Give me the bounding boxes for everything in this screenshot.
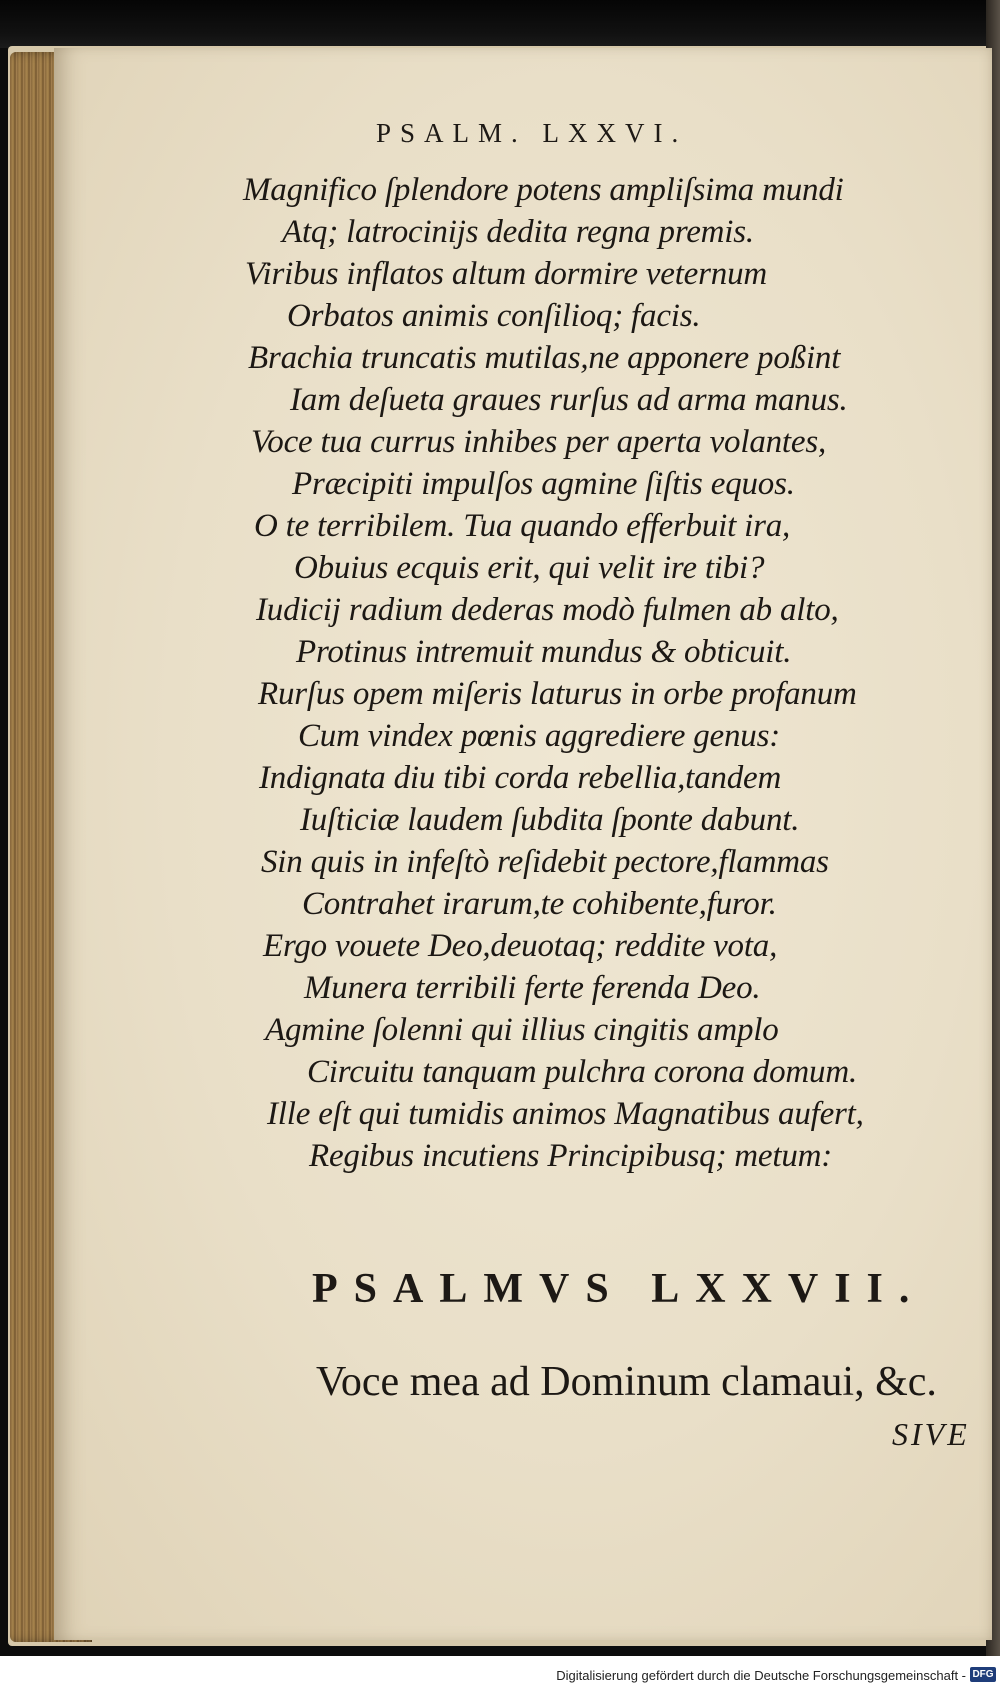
book-top-edge	[0, 0, 1000, 48]
verse-line: Orbatos animis conſilioq; facis.	[287, 298, 701, 334]
footer-credit: Digitalisierung gefördert durch die Deutsche Forschungsgemeinschaft -	[556, 1668, 966, 1683]
verse-line: Obuius ecquis erit, qui velit ire tibi?	[294, 550, 765, 586]
dfg-logo-icon: DFG	[970, 1667, 996, 1682]
verse-line: Cum vindex pœnis aggrediere genus:	[298, 718, 780, 754]
verse-line: Protinus intremuit mundus & obticuit.	[296, 634, 792, 670]
verse-line: Contrahet irarum,te cohibente,furor.	[302, 886, 777, 922]
catchword: SIVE	[892, 1416, 970, 1452]
verse-line: Iudicij radium dederas modò fulmen ab alto,	[256, 592, 839, 628]
psalm-incipit: Voce mea ad Dominum clamaui, &c.	[316, 1359, 937, 1405]
verse-line: Indignata diu tibi corda rebellia,tandem	[259, 760, 782, 796]
psalm-heading: PSALMVS LXXVII.	[312, 1266, 926, 1312]
verse-line: Rurſus opem miſeris laturus in orbe profanum	[258, 676, 857, 712]
verse-line: Ille eſt qui tumidis animos Magnatibus aufert,	[267, 1096, 864, 1132]
verse-line: Præcipiti impulſos agmine ſiſtis equos.	[292, 466, 795, 502]
verse-line: Voce tua currus inhibes per aperta volantes,	[251, 424, 827, 460]
verse-line: Munera terribili ferte ferenda Deo.	[304, 970, 761, 1006]
verse-line: Sin quis in infeſtò reſidebit pectore,flammas	[261, 844, 829, 880]
verse-line: Iuſticiæ laudem ſubdita ſponte dabunt.	[300, 802, 800, 838]
running-head: PSALM. LXXVI.	[376, 118, 688, 148]
verse-line: Regibus incutiens Principibusq; metum:	[309, 1138, 833, 1174]
verse-line: Iam deſueta graues rurſus ad arma manus.	[290, 382, 848, 418]
show-through-texture	[854, 118, 1000, 1118]
verse-line: Ergo vouete Deo,deuotaq; reddite vota,	[263, 928, 778, 964]
verse-line: Magnifico ſplendore potens ampliſsima mundi	[243, 172, 844, 208]
verse-line: Brachia truncatis mutilas,ne apponere poßint	[248, 340, 841, 376]
verse-line: O te terribilem. Tua quando efferbuit ira,	[254, 508, 791, 544]
verse-line: Circuitu tanquam pulchra corona domum.	[307, 1054, 858, 1090]
verse-line: Agmine ſolenni qui illius cingitis amplo	[265, 1012, 779, 1048]
verse-line: Atq; latrocinijs dedita regna premis.	[282, 214, 754, 250]
verse-line: Viribus inflatos altum dormire veternum	[245, 256, 768, 292]
